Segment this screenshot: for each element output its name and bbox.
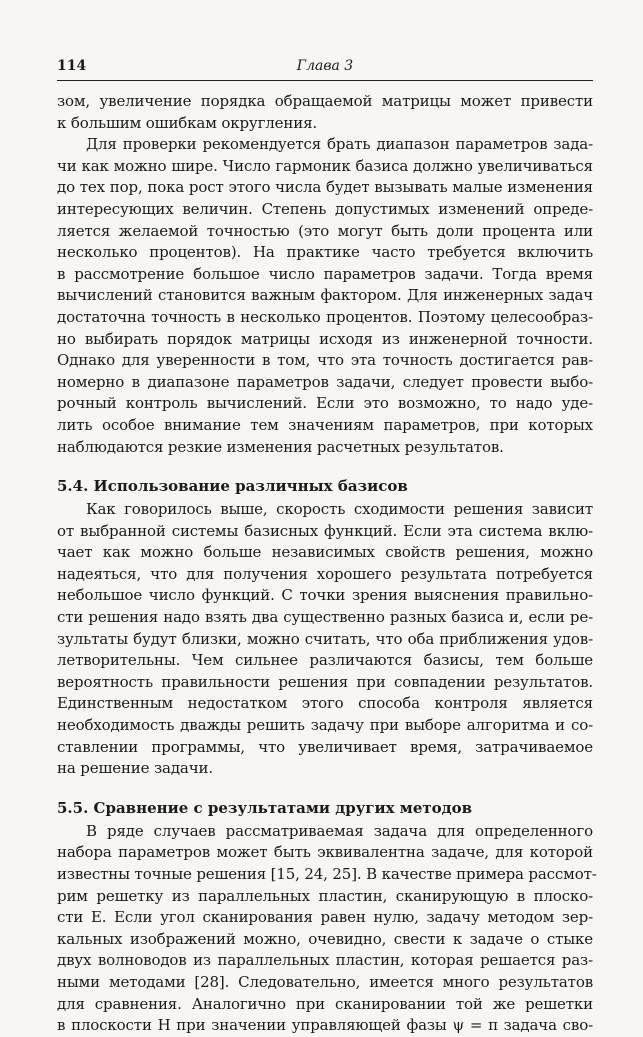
text-line: набора параметров может быть эквивалентна задаче, для которой bbox=[57, 843, 593, 862]
text-line: Единственным недостатком этого способа контроля является bbox=[57, 694, 593, 713]
text-line: интересующих величин. Степень допустимых изменений опреде- bbox=[57, 199, 593, 218]
text-line: В ряде случаев рассматриваемая задача для определенного bbox=[86, 821, 593, 840]
text-line: лить особое внимание тем значениям параметров, при которых bbox=[57, 415, 593, 434]
text-line: рочный контроль вычислений. Если это возможно, то надо уде- bbox=[57, 394, 593, 413]
text-line: чает как можно больше независимых свойств решения, можно bbox=[57, 543, 593, 562]
text-line: ляется желаемой точностью (это могут быть доли процента или bbox=[57, 221, 593, 240]
text-line: номерно в диапазоне параметров задачи, следует провести выбо- bbox=[57, 372, 593, 391]
page-header bbox=[57, 58, 593, 78]
text-line: зом, увеличение порядка обращаемой матрицы может привести bbox=[57, 92, 593, 110]
text-line: в рассмотрение большое число параметров задачи. Тогда время bbox=[57, 264, 593, 283]
text-line: вычислений становится важным фактором. Для инженерных задач bbox=[57, 286, 593, 305]
text-line: до тех пор, пока рост этого числа будет вызывать малые изменения bbox=[57, 178, 593, 197]
text-line: но выбирать порядок матрицы исходя из инженерной точности. bbox=[57, 329, 593, 348]
text-line: наблюдаются резкие изменения расчетных результатов. bbox=[57, 437, 504, 456]
text-line: к большим ошибкам округления. bbox=[57, 113, 318, 132]
text-line: надеяться, что для получения хорошего результата потребуется bbox=[57, 564, 593, 583]
text-line: достаточна точность в несколько процентов. Поэтому целесообраз- bbox=[57, 307, 593, 326]
text-line: зультаты будут близки, можно считать, что оба приближения удов- bbox=[57, 629, 593, 648]
text-line: ставлении программы, что увеличивает время, затрачиваемое bbox=[57, 737, 593, 756]
section-heading: 5.4. Использование различных базисов bbox=[57, 477, 408, 496]
text-line: Однако для уверенности в том, что эта точность достигается рав- bbox=[57, 351, 593, 370]
text-line: на решение задачи. bbox=[57, 759, 213, 778]
text-line: известны точные решения [15, 24, 25]. В качестве примера рассмот- bbox=[57, 865, 597, 883]
running-title: Глава 3 bbox=[296, 58, 354, 74]
text-line: Как говорилось выше, скорость сходимости решения зависит bbox=[86, 500, 593, 519]
text-line: в плоскости H при значении управляющей фазы ψ = π задача сво- bbox=[57, 1016, 593, 1035]
text-line: сти решения надо взять два существенно разных базиса и, если ре- bbox=[57, 608, 593, 627]
text-line: двух волноводов из параллельных пластин, которая решается раз- bbox=[57, 951, 593, 970]
page-body bbox=[57, 91, 597, 1037]
header-rule bbox=[57, 80, 593, 81]
text-line: кальных изображений можно, очевидно, свести к задаче о стыке bbox=[57, 929, 593, 948]
text-line: чи как можно шире. Число гармоник базиса должно увеличиваться bbox=[57, 156, 593, 175]
text-line: Для проверки рекомендуется брать диапазон параметров зада- bbox=[86, 135, 593, 154]
page-number: 114 bbox=[57, 58, 87, 74]
text-line: для сравнения. Аналогично при сканировании той же решетки bbox=[57, 994, 593, 1013]
text-line: летворительны. Чем сильнее различаются базисы, тем больше bbox=[57, 651, 593, 670]
text-line: вероятность правильности решения при совпадении результатов. bbox=[57, 672, 593, 691]
text-line: необходимость дважды решить задачу при выборе алгоритма и со- bbox=[57, 716, 593, 735]
text-line: несколько процентов). На практике часто требуется включить bbox=[57, 243, 593, 262]
text-line: небольшое число функций. С точки зрения выяснения правильно- bbox=[57, 586, 593, 605]
text-line: ными методами [28]. Следовательно, имеется много результатов bbox=[57, 972, 593, 991]
text-line: рим решетку из параллельных пластин, сканирующую в плоско- bbox=[57, 886, 593, 905]
section-heading: 5.5. Сравнение с результатами других методов bbox=[57, 798, 473, 817]
text-line: от выбранной системы базисных функций. Если эта система вклю- bbox=[57, 521, 593, 540]
text-line: сти E. Если угол сканирования равен нулю, задачу методом зер- bbox=[57, 908, 593, 927]
